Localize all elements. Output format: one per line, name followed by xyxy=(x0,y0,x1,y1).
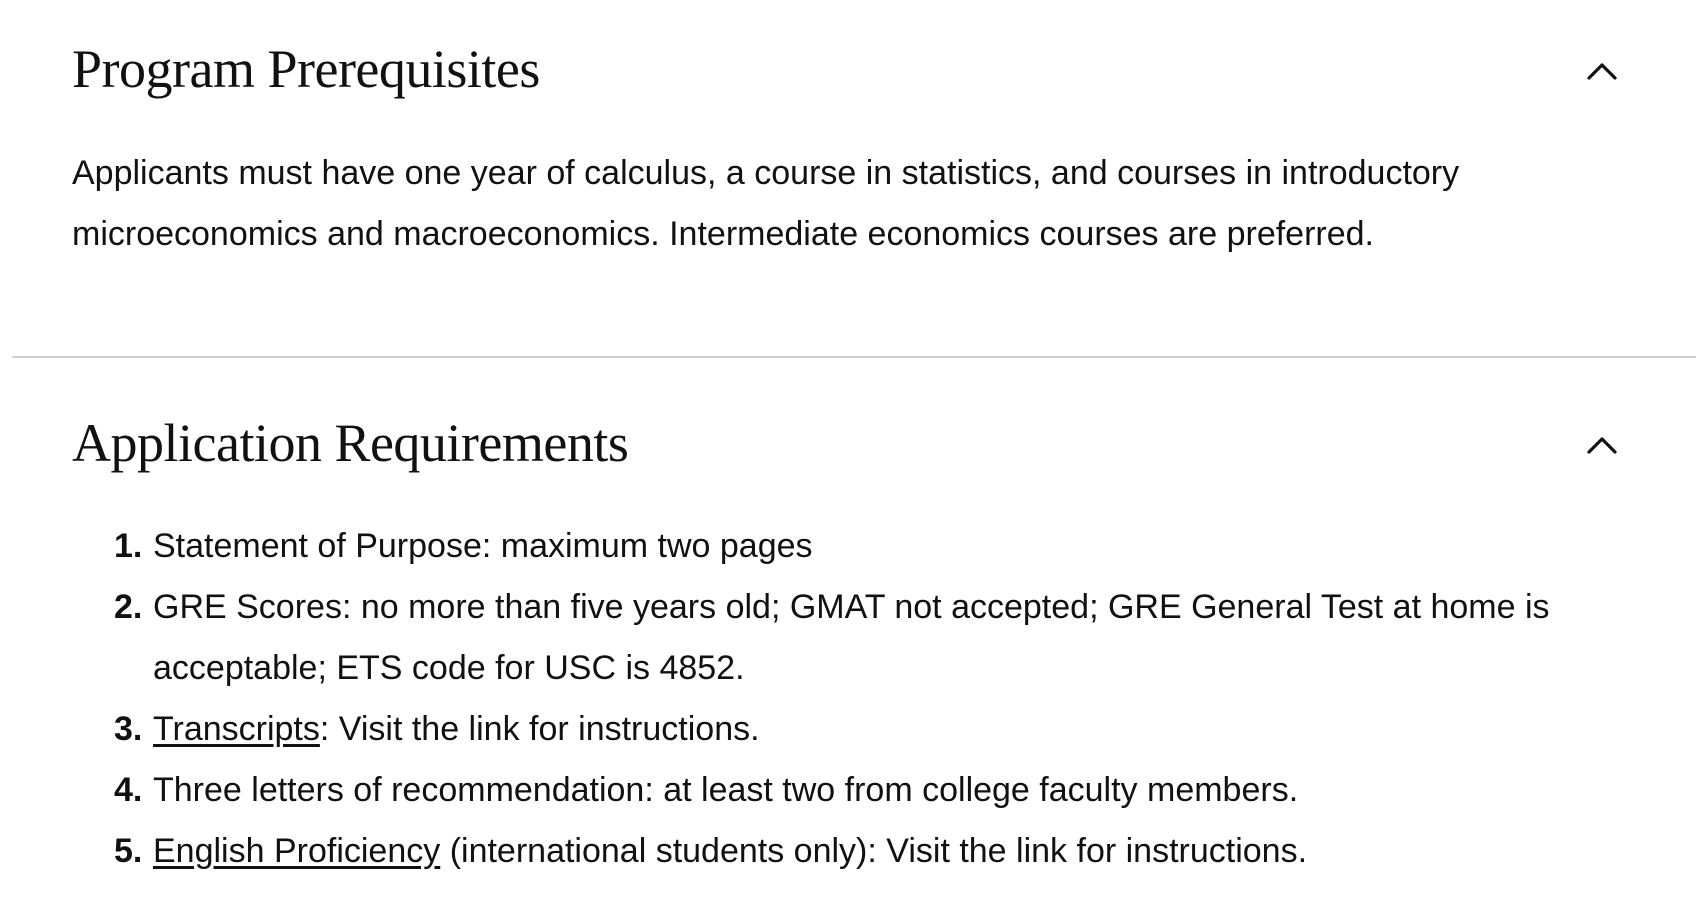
requirement-text: Statement of Purpose: maximum two pages xyxy=(153,527,813,565)
requirement-item xyxy=(0,760,1600,821)
requirement-number: 1. xyxy=(114,527,143,565)
section-divider xyxy=(12,356,1696,358)
prerequisites-text: Applicants must have one year of calculus, a course in statistics, and courses in introductory microeconomics and macroeconomics. Intermediate economics courses are preferred. xyxy=(72,154,1460,253)
requirements-collapse-button[interactable] xyxy=(1572,420,1632,470)
requirement-number: 3. xyxy=(114,710,143,748)
chevron-up-icon xyxy=(1586,61,1618,81)
requirement-text: Three letters of recommendation: at least two from college faculty members. xyxy=(153,771,1299,809)
chevron-up-icon xyxy=(1586,435,1618,455)
requirement-number: 4. xyxy=(114,771,143,809)
requirements-header[interactable] xyxy=(72,412,1704,482)
requirement-item xyxy=(0,516,1600,577)
requirement-text: (international students only): Visit the link for instructions. xyxy=(440,832,1308,870)
requirement-item xyxy=(0,577,1600,699)
english-proficiency-link[interactable]: English Proficiency xyxy=(153,832,441,870)
prerequisites-collapse-button[interactable] xyxy=(1572,46,1632,96)
requirements-list xyxy=(0,516,1600,882)
requirement-number: 2. xyxy=(114,588,143,626)
requirement-item xyxy=(0,699,1600,760)
requirement-item xyxy=(0,821,1600,882)
requirements-title: Application Requirements xyxy=(72,413,629,473)
requirement-number: 5. xyxy=(114,832,143,870)
requirement-text: GRE Scores: no more than five years old; GMAT not accepted; GRE General Test at home is acceptable; ETS code for USC is 4852. xyxy=(153,588,1550,687)
requirement-text: : Visit the link for instructions. xyxy=(319,710,760,748)
transcripts-link[interactable]: Transcripts xyxy=(153,710,320,748)
prerequisites-title: Program Prerequisites xyxy=(72,39,540,99)
prerequisites-header[interactable] xyxy=(72,38,1704,108)
